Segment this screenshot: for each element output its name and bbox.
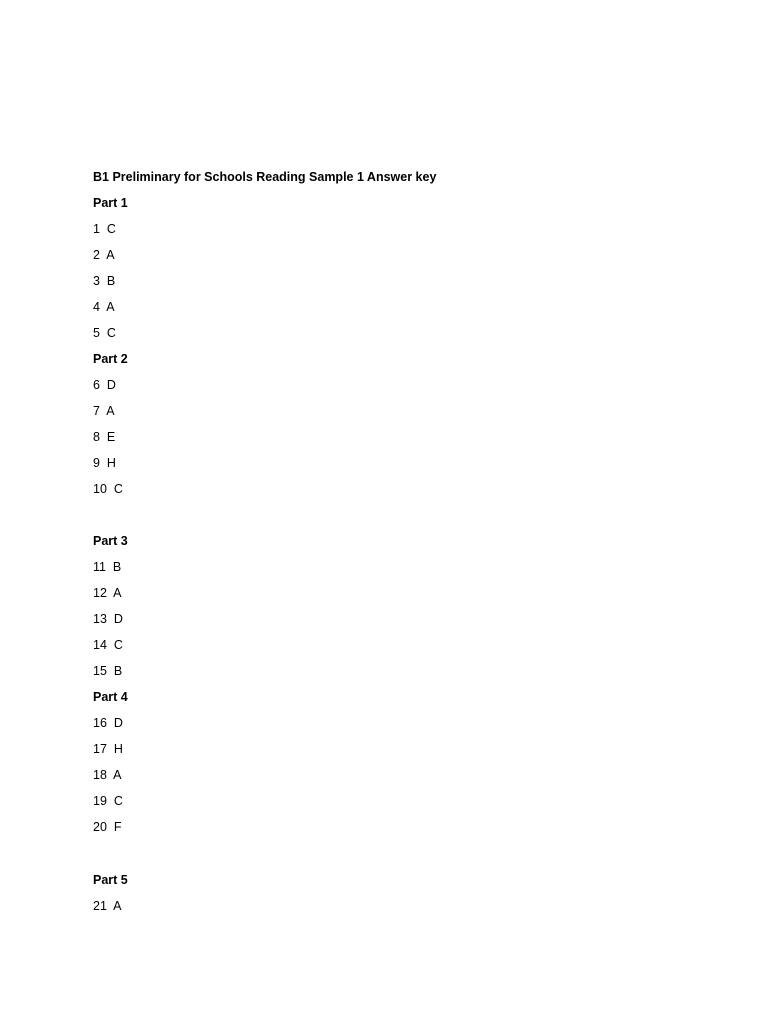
answer-line: 9 H bbox=[93, 456, 116, 470]
answer-line: 18 A bbox=[93, 768, 122, 782]
part-heading: Part 4 bbox=[93, 690, 128, 704]
answer-line: 2 A bbox=[93, 248, 115, 262]
answer-line: 1 C bbox=[93, 222, 116, 236]
answer-line: 4 A bbox=[93, 300, 115, 314]
answer-line: 8 E bbox=[93, 430, 116, 444]
document-title: B1 Preliminary for Schools Reading Sample 1 Answer key bbox=[93, 170, 437, 184]
part-heading: Part 1 bbox=[93, 196, 128, 210]
answer-line: 15 B bbox=[93, 664, 123, 678]
answer-line: 19 C bbox=[93, 794, 123, 808]
answer-line: 20 F bbox=[93, 820, 122, 834]
part-heading: Part 5 bbox=[93, 873, 128, 887]
answer-line: 16 D bbox=[93, 716, 123, 730]
answer-line: 14 C bbox=[93, 638, 123, 652]
answer-line: 12 A bbox=[93, 586, 122, 600]
part-heading: Part 2 bbox=[93, 352, 128, 366]
answer-line: 21 A bbox=[93, 899, 122, 913]
answer-line: 3 B bbox=[93, 274, 116, 288]
answer-line: 13 D bbox=[93, 612, 123, 626]
answer-line: 11 B bbox=[93, 560, 122, 574]
answer-line: 17 H bbox=[93, 742, 123, 756]
answer-line: 5 C bbox=[93, 326, 116, 340]
answer-line: 7 A bbox=[93, 404, 115, 418]
answer-line: 10 C bbox=[93, 482, 123, 496]
answer-line: 6 D bbox=[93, 378, 116, 392]
part-heading: Part 3 bbox=[93, 534, 128, 548]
